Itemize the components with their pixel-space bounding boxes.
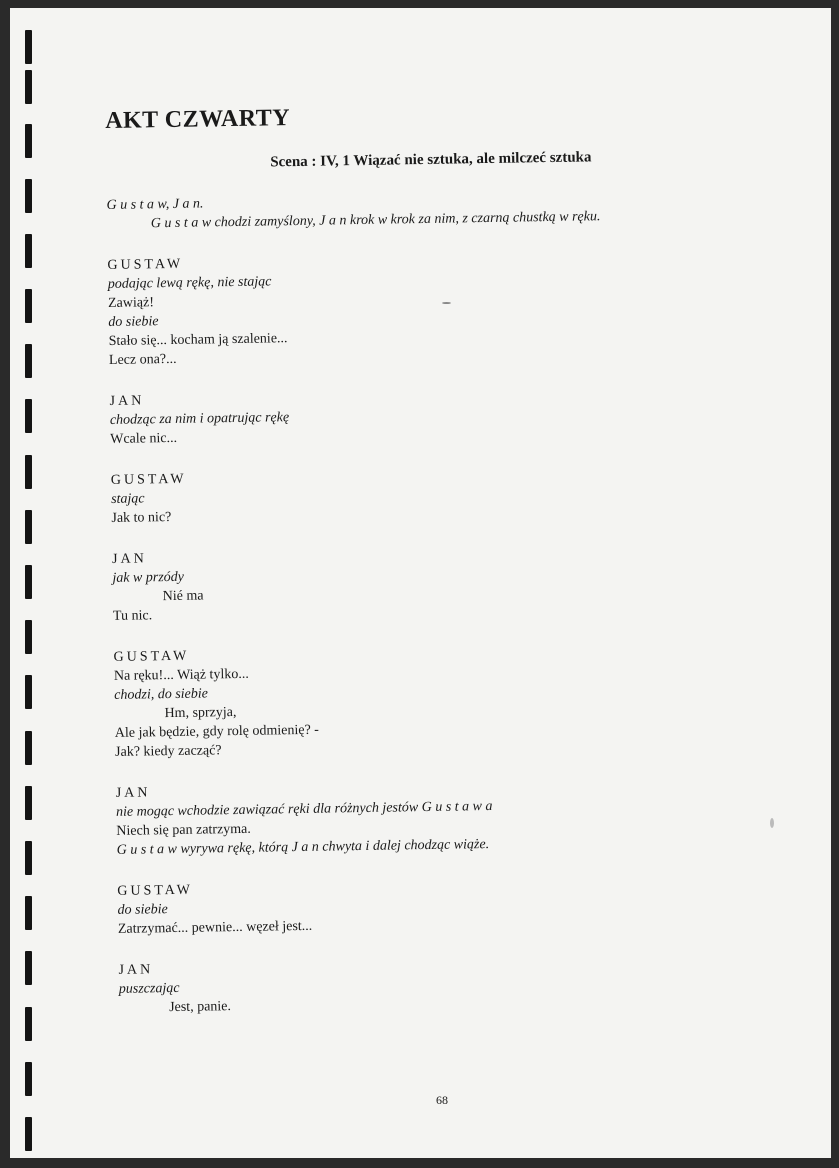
stage-direction: stając [111,491,145,507]
binding-hole [25,510,32,544]
speaker-name: JAN [111,551,147,567]
stage-direction: chodząc za nim i opatrując rękę [109,410,290,428]
dialogue-line: Jak? kiedy zacząć? [115,743,222,760]
cast-gustaw: G u s t a w, [106,197,170,213]
speaker-name: JAN [109,393,145,409]
stage-direction-text: chodzi zamyślony, [214,213,316,231]
speaker-name: JAN [115,785,151,801]
scan-speck [770,818,774,828]
play-text [105,98,739,1018]
stage-direction: chodzi, do siebie [114,686,209,703]
binding-hole [25,620,32,654]
speaker-name: GUSTAW [117,882,194,899]
cast-jan: J a n. [172,196,204,212]
stage-direction-text: wyrywa rękę, którą [180,840,289,857]
binding-holes [25,8,37,1158]
dialogue-line: Jak to nic? [111,510,172,526]
dialogue-line: Nié ma [162,588,204,605]
dialogue-line: Niech się pan zatrzyma. [116,821,251,839]
scanned-page [10,8,831,1158]
binding-hole [25,344,32,378]
binding-hole [25,896,32,930]
dialogue-line: Na ręku!... Wiąż tylko... [113,666,249,684]
page-number: 68 [436,1093,448,1107]
binding-hole [25,565,32,599]
binding-hole [25,1062,32,1096]
stage-direction-text: nie mogąc wchodzie zawiązać ręki dla różnych jestów [115,800,419,820]
stage-name-gustaw: G u s t a w [150,215,212,232]
dialogue-line: Ale jak będzie, gdy rolę odmienię? - [114,722,320,741]
stage-direction: puszczając [118,980,180,997]
stage-direction-text: krok w krok za nim, z czarną chustką w ręku. [349,209,601,229]
dialogue-line: Zatrzymać... pewnie... węzeł jest... [117,918,313,937]
dialogue-line: Stało się... kocham ją szalenie... [108,331,288,349]
binding-hole [25,786,32,820]
stage-name-gustaw: G u s t a w [116,841,178,858]
binding-hole [25,399,32,433]
binding-hole [25,30,32,64]
stage-name-jan: J a n [291,839,319,856]
binding-hole [25,731,32,765]
binding-hole [25,179,32,213]
binding-hole [25,841,32,875]
stage-direction: do siebie [108,314,159,330]
speaker-name: JAN [118,962,154,978]
stage-name-jan: J a n [319,213,347,229]
binding-hole [25,675,32,709]
stage-name-gustawa: G u s t a w a [421,799,493,816]
act-title: AKT CZWARTY [105,105,291,134]
dialogue-line: Hm, sprzyja, [164,705,237,722]
dialogue-line: Zawiąż! [107,295,155,311]
binding-hole [25,124,32,158]
scene-title: Scena : IV, 1 Wiązać nie sztuka, ale milczeć sztuka [270,149,592,171]
speaker-name: GUSTAW [113,648,190,665]
stage-direction-text: chwyta i dalej chodząc wiąże. [322,837,490,855]
binding-hole [25,951,32,985]
binding-hole [25,455,32,489]
binding-hole [25,1117,32,1151]
dialogue-line: Jest, panie. [169,999,232,1016]
dialogue-line: Tu nic. [112,608,153,624]
stage-direction: podając lewą rękę, nie stając [107,274,272,292]
stage-direction: jak w przódy [112,569,185,586]
binding-hole [25,70,32,104]
binding-hole [25,234,32,268]
dialogue-line: Wcale nic... [110,430,178,447]
dialogue-line: Lecz ona?... [108,351,177,368]
binding-hole [25,1007,32,1041]
stage-direction: do siebie [117,902,168,918]
speaker-name: GUSTAW [110,471,187,488]
speaker-name: GUSTAW [107,256,184,273]
binding-hole [25,289,32,323]
